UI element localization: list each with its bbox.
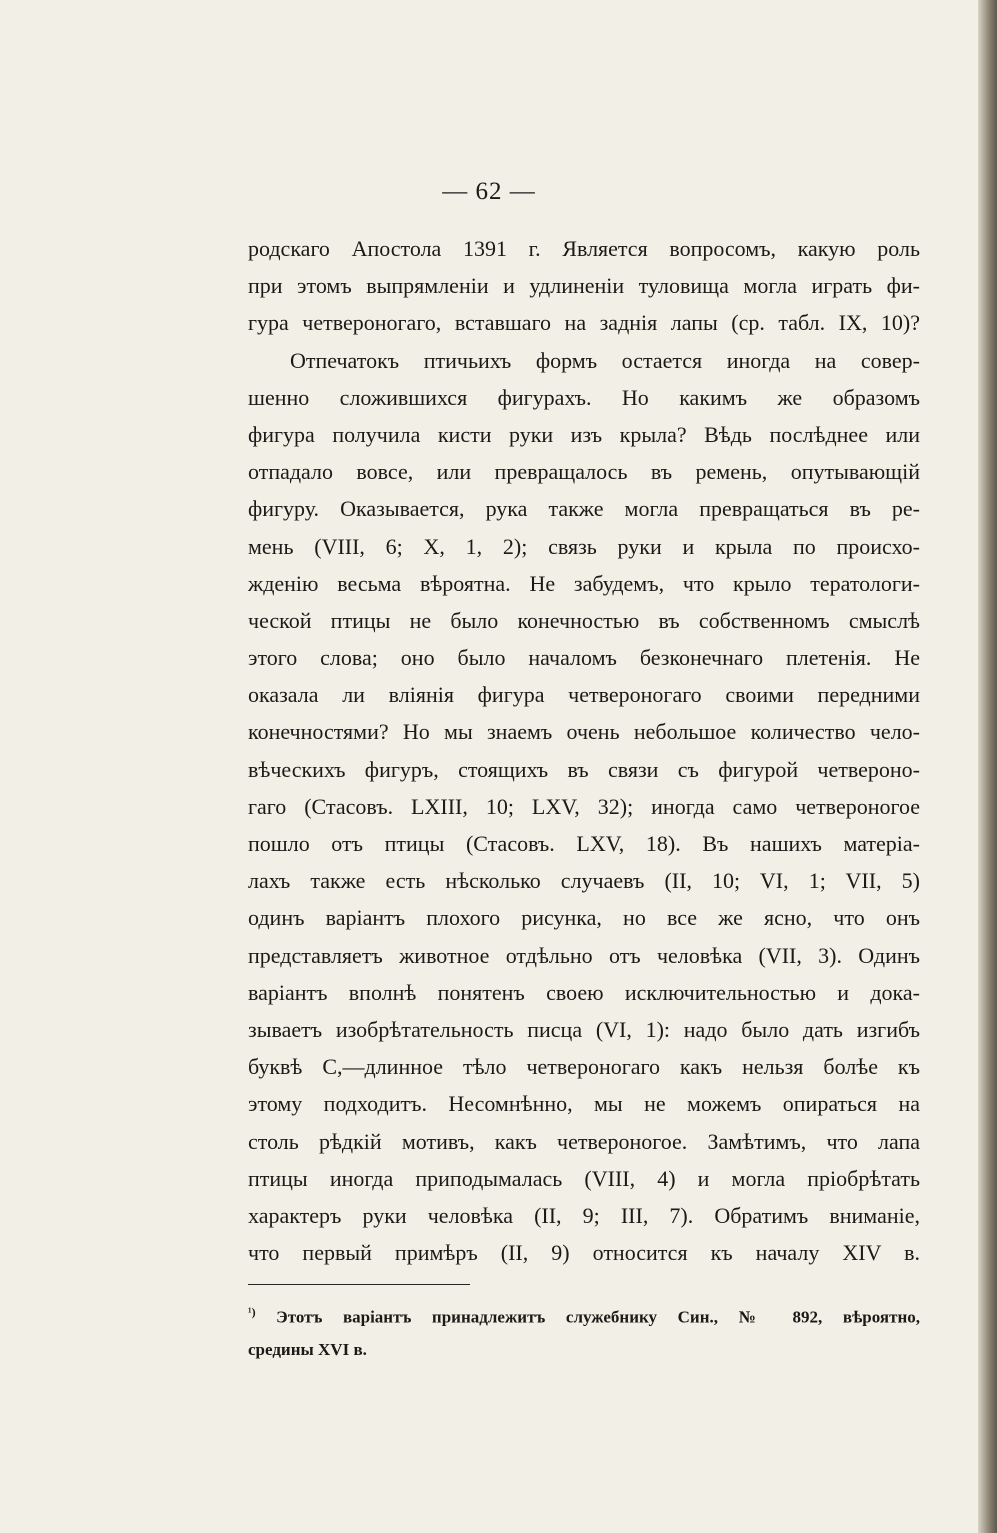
footnote-marker: ¹) — [248, 1305, 256, 1319]
text-line: мень (VIII, 6; X, 1, 2); связь руки и крыла по происхо- — [248, 533, 920, 559]
text-line: ческой птицы не было конечностью въ собственномъ смыслѣ — [248, 607, 920, 633]
body-text — [248, 230, 920, 1271]
footnote-line-2: средины XVI в. — [248, 1339, 367, 1359]
text-line: птицы иногда приподымалась (VIII, 4) и могла пріобрѣтать — [248, 1165, 920, 1191]
text-line: варіантъ вполнѣ понятенъ своею исключительностью и дока- — [248, 979, 920, 1005]
text-line: Отпечатокъ птичьихъ формъ остается иногда на совер- — [290, 347, 920, 373]
text-line: одинъ варіантъ плохого рисунка, но все же ясно, что онъ — [248, 905, 920, 931]
text-line: характеръ руки человѣка (II, 9; III, 7). Обратимъ вниманіе, — [248, 1202, 920, 1228]
footnote-line-1 — [248, 1296, 920, 1334]
text-line: гура четвероногаго, вставшаго на заднія лапы (ср. табл. IX, 10)? — [248, 310, 920, 336]
text-line: этого слова; оно было началомъ безконечнаго плетенія. Не — [248, 645, 920, 671]
page-number: — 62 — — [442, 178, 536, 205]
text-line: что первый примѣръ (II, 9) относится къ началу XIV в. — [248, 1240, 920, 1266]
text-line: лахъ также есть нѣсколько случаевъ (II, 10; VI, 1; VII, 5) — [248, 868, 920, 894]
footnote-text-1: Этотъ варіантъ принадлежитъ служебнику Син., № 892, вѣроятно, — [276, 1307, 920, 1327]
page-edge — [978, 0, 997, 1533]
text-line: отпадало вовсе, или превращалось въ ремень, опутывающій — [248, 459, 920, 485]
text-line: оказала ли вліянія фигура четвероногаго своими передними — [248, 682, 920, 708]
text-line: столь рѣдкій мотивъ, какъ четвероногое. Замѣтимъ, что лапа — [248, 1128, 920, 1154]
text-line: конечностями? Но мы знаемъ очень небольшое количество чело- — [248, 719, 920, 745]
text-line: представляетъ животное отдѣльно отъ человѣка (VII, 3). Одинъ — [248, 942, 920, 968]
text-line: шенно сложившихся фигурахъ. Но какимъ же образомъ — [248, 384, 920, 410]
footnote — [248, 1296, 920, 1366]
text-line: фигура получила кисти руки изъ крыла? Вѣдь послѣднее или — [248, 421, 920, 447]
text-line: этому подходитъ. Несомнѣнно, мы не можемъ опираться на — [248, 1091, 920, 1117]
footnote-divider — [248, 1284, 470, 1285]
text-line: зываетъ изобрѣтательность писца (VI, 1): надо было дать изгибъ — [248, 1016, 920, 1042]
text-line: при этомъ выпрямленіи и удлиненіи туловища могла играть фи- — [248, 273, 920, 299]
text-line: буквѣ С,—длинное тѣло четвероногаго какъ нельзя болѣе къ — [248, 1054, 920, 1080]
text-line: фигуру. Оказывается, рука также могла превращаться въ ре- — [248, 496, 920, 522]
text-line: вѣческихъ фигуръ, стоящихъ въ связи съ фигурой четвероно- — [248, 756, 920, 782]
text-line: жденію весьма вѣроятна. Не забудемъ, что крыло тератологи- — [248, 570, 920, 596]
text-line: гаго (Стасовъ. LXIII, 10; LXV, 32); иногда само четвероногое — [248, 793, 920, 819]
text-line: родскаго Апостола 1391 г. Является вопросомъ, какую роль — [248, 236, 920, 261]
text-line: пошло отъ птицы (Стасовъ. LXV, 18). Въ нашихъ матеріа- — [248, 831, 920, 856]
